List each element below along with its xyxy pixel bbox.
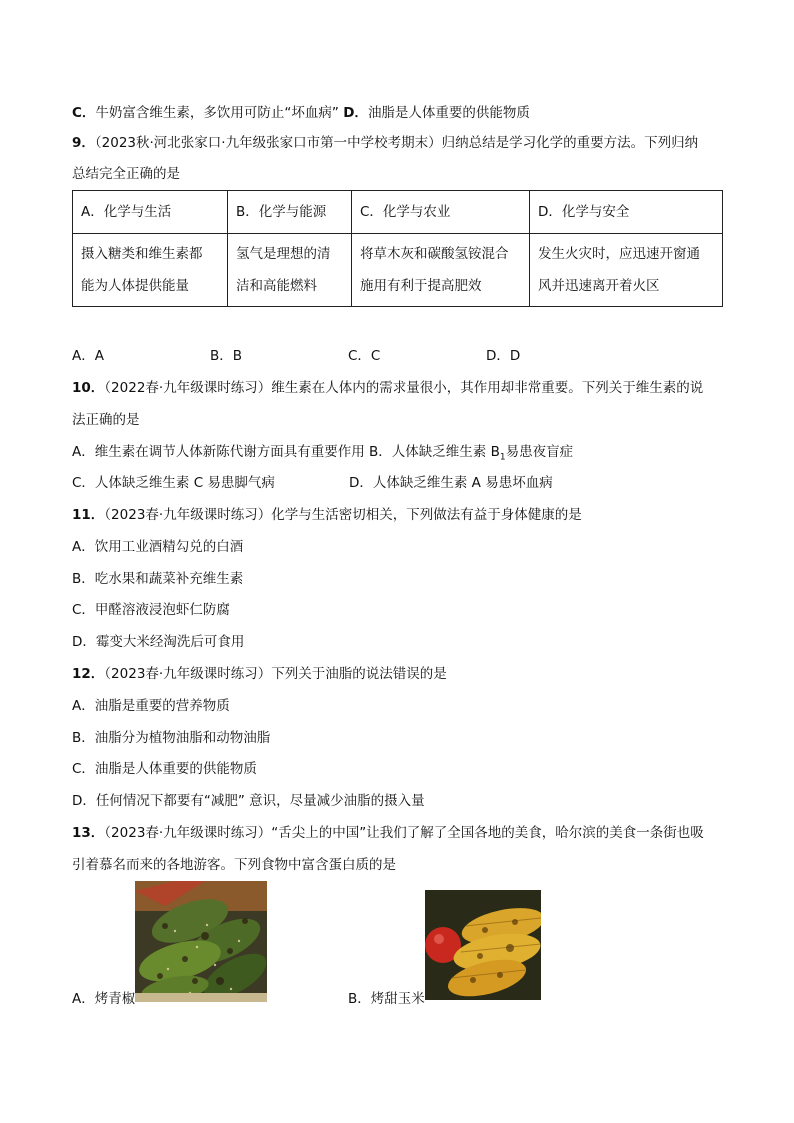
option-c: C．人体缺乏维生素 C 易患脚气病 — [72, 475, 275, 491]
cell-line: 能为人体提供能量 — [81, 278, 189, 294]
question-text: “舌尖上的中国”让我们了解了全国各地的美食，哈尔滨的美食一条街也吸 — [271, 825, 704, 841]
question-12-stem — [72, 665, 447, 683]
question-number: 13． — [72, 825, 105, 841]
table-cell — [530, 234, 723, 307]
cell-line: 将草木灰和碳酸氢铵混合 — [360, 246, 509, 262]
question-text: 归纳总结是学习化学的重要方法。下列归纳 — [441, 135, 699, 151]
question-13-option-b: B．烤甜玉米 — [348, 991, 425, 1007]
option-a: A．维生素在调节人体新陈代谢方面具有重要作用 — [72, 444, 365, 460]
table-cell — [352, 234, 530, 307]
question-text: 化学与生活密切相关，下列做法有益于身体健康的是 — [271, 507, 582, 523]
grilled-corn-illustration — [425, 890, 541, 1000]
question-number: 11． — [72, 507, 105, 523]
option-b-subscript: 1 — [499, 452, 506, 463]
question-number: 9． — [72, 135, 95, 151]
question-source: （2023秋·河北张家口·九年级张家口市第一中学校考期末） — [94, 135, 442, 151]
question-9-stem-cont — [72, 165, 180, 183]
option-c-label: C． — [72, 105, 96, 121]
option-b: B．吃水果和蔬菜补充维生素 — [72, 571, 244, 587]
table-header-cell: B．化学与能源 — [228, 191, 352, 234]
grilled-pepper-illustration — [135, 881, 267, 1002]
cell-line: 氢气是理想的清 — [236, 246, 331, 262]
option-c-text: 牛奶富含维生素，多饮用可防止“坏血病” — [95, 105, 339, 121]
question-13-stem-cont — [72, 856, 396, 874]
prev-question-options — [72, 104, 530, 122]
question-text: 总结完全正确的是 — [72, 166, 180, 182]
grilled-corn-image — [425, 890, 541, 1000]
option-c: C．C — [348, 348, 381, 364]
option-c: C．油脂是人体重要的供能物质 — [72, 761, 257, 777]
table-cell — [73, 234, 228, 307]
question-source: （2022春·九年级课时练习） — [104, 380, 272, 396]
question-10-options-cd — [72, 474, 553, 492]
option-c: C．甲醛溶液浸泡虾仁防腐 — [72, 602, 230, 618]
option-a: A．饮用工业酒精勾兑的白酒 — [72, 539, 244, 555]
option-d: D．任何情况下都要有“减肥” 意识，尽量减少油脂的摄入量 — [72, 793, 425, 809]
question-13-option-a: A．烤青椒 — [72, 991, 136, 1007]
option-a: A．A — [72, 348, 104, 364]
cell-line: 洁和高能燃料 — [236, 278, 317, 294]
question-9-options — [72, 347, 520, 365]
grilled-pepper-image — [135, 881, 267, 1002]
question-number: 12． — [72, 666, 105, 682]
cell-line: 摄入糖类和维生素都 — [81, 246, 203, 262]
option-d-label: D． — [343, 105, 368, 121]
table-header-cell: D．化学与安全 — [530, 191, 723, 234]
question-9-table — [72, 190, 723, 307]
table-header-cell: A．化学与生活 — [73, 191, 228, 234]
question-text: 引着慕名而来的各地游客。下列食物中富含蛋白质的是 — [72, 857, 396, 873]
table-header-row — [73, 191, 723, 234]
table-header-cell: C．化学与农业 — [352, 191, 530, 234]
question-11-stem — [72, 506, 582, 524]
option-b — [369, 444, 574, 463]
option-d: D．霉变大米经淘洗后可食用 — [72, 634, 245, 650]
question-text: 下列关于油脂的说法错误的是 — [271, 666, 447, 682]
cell-line: 风并迅速离开着火区 — [538, 278, 660, 294]
option-b-text: B．人体缺乏维生素 B — [369, 444, 500, 460]
table-cell — [228, 234, 352, 307]
question-text: 维生素在人体内的需求量很小，其作用却非常重要。下列关于维生素的说 — [271, 380, 704, 396]
option-d-text: 油脂是人体重要的供能物质 — [367, 105, 530, 121]
table-row — [73, 234, 723, 307]
question-text: 法正确的是 — [72, 412, 140, 428]
question-9-stem — [72, 134, 698, 152]
question-10-options-ab — [72, 443, 573, 467]
option-b-text-end: 易患夜盲症 — [505, 444, 574, 460]
option-b: B．油脂分为植物油脂和动物油脂 — [72, 730, 271, 746]
option-a: A．油脂是重要的营养物质 — [72, 698, 230, 714]
option-b: B．B — [210, 348, 243, 364]
question-number: 10． — [72, 380, 105, 396]
question-source: （2023春·九年级课时练习） — [104, 825, 272, 841]
option-d: D．D — [486, 348, 521, 364]
question-source: （2023春·九年级课时练习） — [104, 507, 272, 523]
cell-line: 施用有利于提高肥效 — [360, 278, 482, 294]
question-10-stem-cont — [72, 411, 140, 429]
option-d: D．人体缺乏维生素 A 易患坏血病 — [349, 475, 553, 491]
question-13-stem — [72, 824, 704, 842]
question-source: （2023春·九年级课时练习） — [104, 666, 272, 682]
question-10-stem — [72, 379, 703, 397]
cell-line: 发生火灾时，应迅速开窗通 — [538, 246, 700, 262]
